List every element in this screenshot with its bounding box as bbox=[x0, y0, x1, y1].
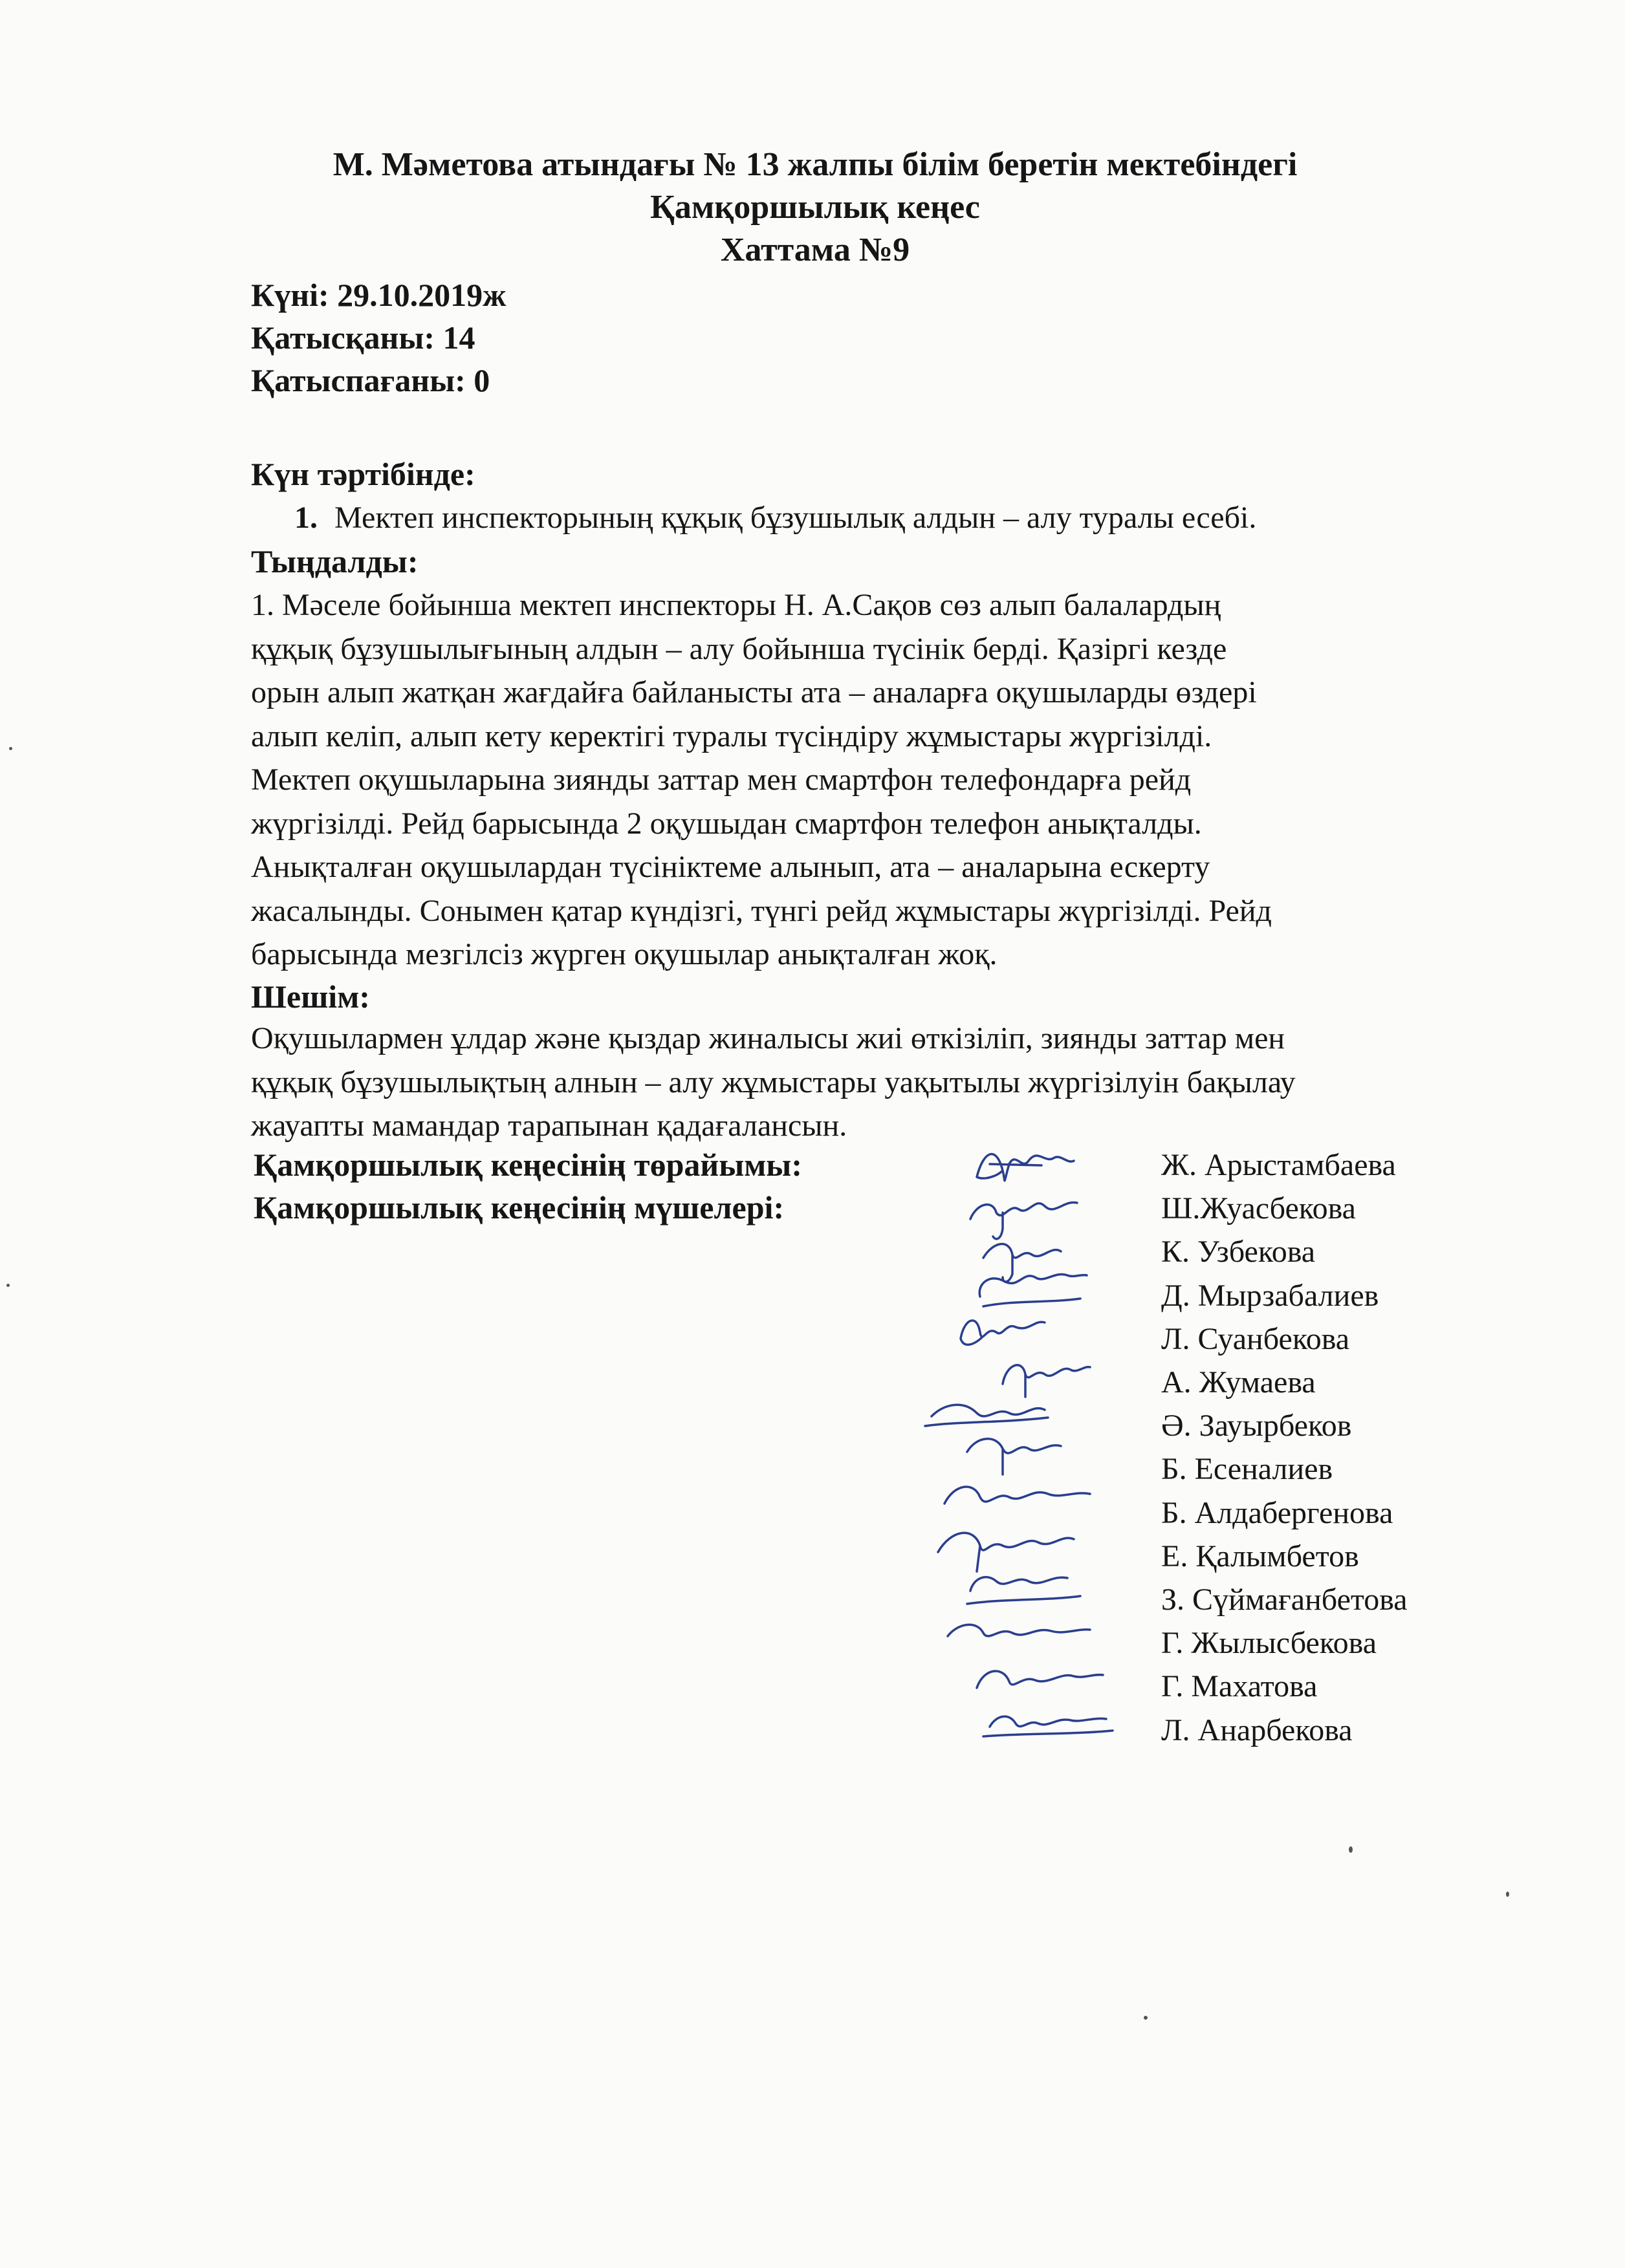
heard-line: 1. Мәселе бойынша мектеп инспекторы Н. А.Сақов сөз алып балалардың bbox=[251, 588, 1221, 622]
heard-line: жүргізілді. Рейд барысында 2 оқушыдан смартфон телефон анықталды. bbox=[251, 806, 1202, 841]
attendance-absent: Қатыспағаны: 0 bbox=[251, 362, 490, 398]
heard-line: Мектеп оқушыларына зиянды заттар мен смартфон телефондарға рейд bbox=[251, 762, 1192, 797]
agenda-item bbox=[294, 497, 1256, 539]
member-name: З. Сүймағанбетова bbox=[1161, 1582, 1408, 1617]
decision-line: жауапты мамандар тарапынан қадағалансын. bbox=[251, 1108, 847, 1143]
member-name: Б. Есеналиев bbox=[1161, 1452, 1333, 1487]
members-name-list bbox=[1161, 1143, 1408, 1752]
scan-speck bbox=[1144, 2016, 1148, 2020]
heard-line: құқық бұзушылығының алдын – алу бойынша түсінік берді. Қазіргі кезде bbox=[251, 631, 1227, 666]
decision-line: Оқушылармен ұлдар және қыздар жиналысы жиі өткізіліп, зиянды заттар мен bbox=[251, 1021, 1285, 1055]
heard-body bbox=[251, 583, 1500, 977]
member-name: А. Жумаева bbox=[1161, 1365, 1316, 1400]
signature-labels bbox=[254, 1143, 802, 1229]
meeting-date: Күні: 29.10.2019ж bbox=[251, 277, 507, 313]
member-name: Л. Суанбекова bbox=[1161, 1321, 1350, 1356]
school-name: М. Мәметова атындағы № 13 жалпы білім беретін мектебіндегі bbox=[333, 146, 1298, 183]
heard-line: жасалынды. Сонымен қатар күндізгі, түнгі рейд жұмыстары жүргізілді. Рейд bbox=[251, 893, 1272, 928]
chair-label: Қамқоршылық кеңесінің төрайымы: bbox=[254, 1147, 802, 1183]
heard-line: алып келіп, алып кету керектігі туралы түсіндіру жұмыстары жүргізілді. bbox=[251, 718, 1212, 753]
handwritten-signatures bbox=[906, 1125, 1164, 1772]
scan-speck bbox=[6, 1284, 10, 1287]
agenda-item-text: Мектеп инспекторының құқық бұзушылық алдын – алу туралы есебі. bbox=[334, 501, 1257, 535]
member-name: Г. Махатова bbox=[1161, 1669, 1318, 1704]
decision-body bbox=[251, 1017, 1500, 1148]
heard-line: орын алып жатқан жағдайға байланысты ата – аналарға оқушыларды өздері bbox=[251, 675, 1257, 709]
member-name: Ш.Жуасбекова bbox=[1161, 1191, 1356, 1226]
member-name: Е. Қалымбетов bbox=[1161, 1539, 1359, 1573]
chair-name: Ж. Арыстамбаева bbox=[1161, 1148, 1396, 1182]
member-name: Л. Анарбекова bbox=[1161, 1712, 1353, 1747]
scan-speck bbox=[1349, 1846, 1353, 1853]
scan-speck bbox=[9, 747, 12, 750]
member-name: Ә. Зауырбеков bbox=[1161, 1409, 1352, 1443]
agenda-title: Күн тәртібінде: bbox=[251, 456, 475, 492]
protocol-number: Хаттама №9 bbox=[720, 232, 910, 268]
member-name: Б. Алдабергенова bbox=[1161, 1495, 1393, 1530]
members-label: Қамқоршылық кеңесінің мүшелері: bbox=[254, 1189, 785, 1226]
member-name: К. Узбекова bbox=[1161, 1235, 1316, 1269]
decision-title: Шешім: bbox=[251, 978, 370, 1015]
scan-speck bbox=[1506, 1892, 1509, 1897]
heard-line: Анықталған оқушылардан түсініктеме алынып, ата – аналарына ескерту bbox=[251, 850, 1210, 884]
meeting-meta bbox=[251, 274, 506, 402]
document-heading bbox=[252, 144, 1378, 272]
council-name: Қамқоршылық кеңес bbox=[650, 189, 980, 226]
heard-line: барысында мезгілсіз жүрген оқушылар анықталған жоқ. bbox=[251, 937, 998, 971]
member-name: Г. Жылысбекова bbox=[1161, 1626, 1377, 1661]
attendance-present: Қатысқаны: 14 bbox=[251, 319, 475, 356]
signatures-drawing bbox=[906, 1125, 1164, 1772]
decision-line: құқық бұзушылықтың алнын – алу жұмыстары уақытылы жүргізілуін бақылау bbox=[251, 1064, 1296, 1099]
member-name: Д. Мырзабалиев bbox=[1161, 1278, 1379, 1313]
heard-title: Тыңдалды: bbox=[251, 543, 419, 579]
agenda-item-number: 1. bbox=[294, 501, 318, 535]
